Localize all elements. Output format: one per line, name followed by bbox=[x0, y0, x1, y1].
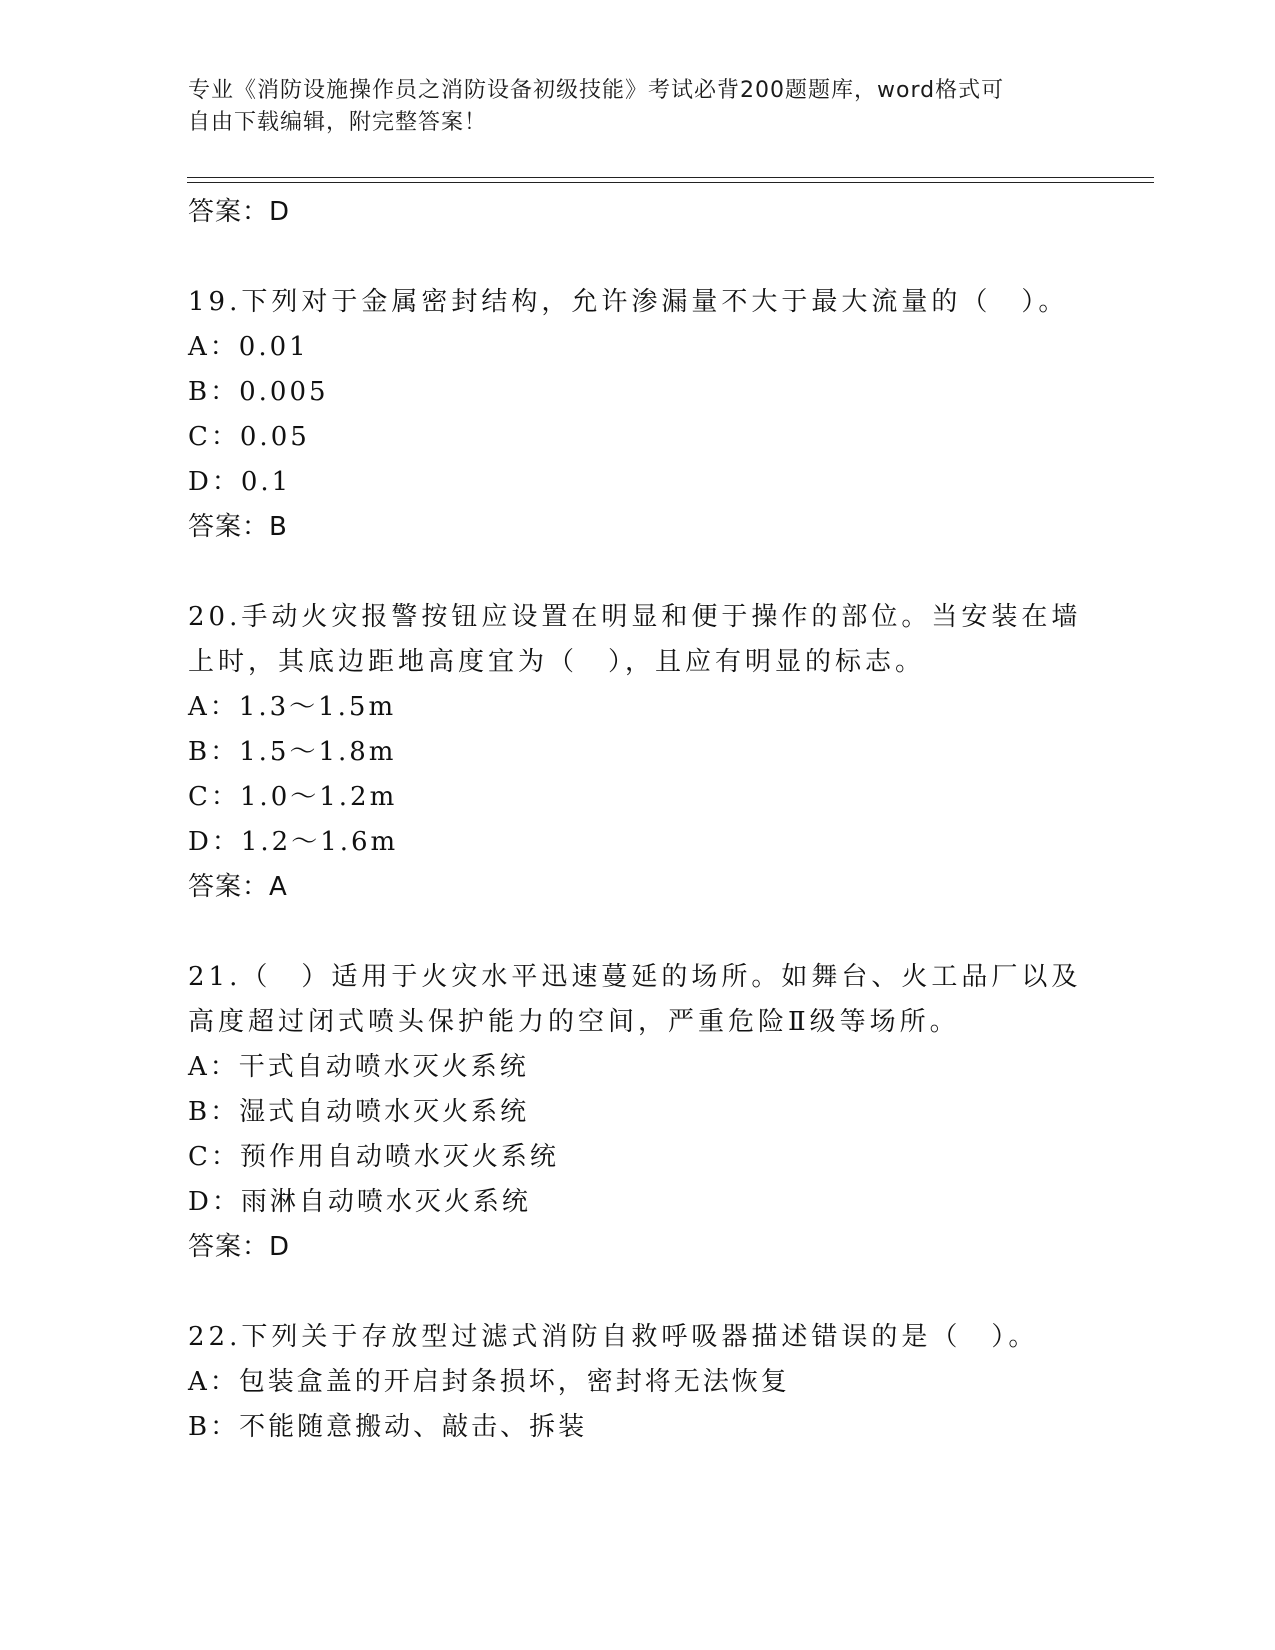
previous-answer: 答案：D bbox=[188, 197, 291, 227]
question-20 bbox=[188, 595, 1088, 909]
option-b: B：湿式自动喷水灭火系统 bbox=[188, 1097, 530, 1127]
answer: 答案：A bbox=[188, 872, 288, 902]
header-rule-top bbox=[187, 177, 1154, 178]
question-21 bbox=[188, 955, 1088, 1269]
option-b: B：不能随意搬动、敲击、拆装 bbox=[188, 1412, 588, 1442]
option-b: B：0.005 bbox=[188, 377, 329, 407]
header-line-1: 专业《消防设施操作员之消防设备初级技能》考试必背200题题库，word格式可 bbox=[188, 78, 1005, 103]
question-text: 22.下列关于存放型过滤式消防自救呼吸器描述错误的是（ ）。 bbox=[188, 1322, 1039, 1352]
option-b: B：1.5～1.8m bbox=[188, 737, 397, 767]
option-a: A：1.3～1.5m bbox=[188, 692, 397, 722]
question-text: 20.手动火灾报警按钮应设置在明显和便于操作的部位。当安装在墙上时，其底边距地高度宜为（ ），且应有明显的标志。 bbox=[188, 602, 1082, 677]
header-line-2: 自由下载编辑，附完整答案！ bbox=[188, 110, 488, 135]
question-text: 21.（ ）适用于火灾水平迅速蔓延的场所。如舞台、火工品厂以及高度超过闭式喷头保护能力的空间，严重危险Ⅱ级等场所。 bbox=[188, 962, 1082, 1037]
question-list bbox=[188, 190, 1088, 1450]
header-rule-bottom bbox=[187, 182, 1154, 183]
question-22 bbox=[188, 1315, 1088, 1450]
option-d: D：1.2～1.6m bbox=[188, 827, 399, 857]
option-a: A：0.01 bbox=[188, 332, 309, 362]
option-a: A：干式自动喷水灭火系统 bbox=[188, 1052, 529, 1082]
answer: 答案：B bbox=[188, 512, 288, 542]
option-d: D：雨淋自动喷水灭火系统 bbox=[188, 1187, 531, 1217]
question-19 bbox=[188, 280, 1088, 549]
document-header bbox=[188, 75, 1088, 139]
option-c: C：1.0～1.2m bbox=[188, 782, 398, 812]
option-c: C：预作用自动喷水灭火系统 bbox=[188, 1142, 559, 1172]
option-d: D：0.1 bbox=[188, 467, 292, 497]
option-c: C：0.05 bbox=[188, 422, 310, 452]
question-text: 19.下列对于金属密封结构，允许渗漏量不大于最大流量的（ ）。 bbox=[188, 287, 1069, 317]
option-a: A：包装盒盖的开启封条损坏，密封将无法恢复 bbox=[188, 1367, 790, 1397]
answer: 答案：D bbox=[188, 1232, 291, 1262]
